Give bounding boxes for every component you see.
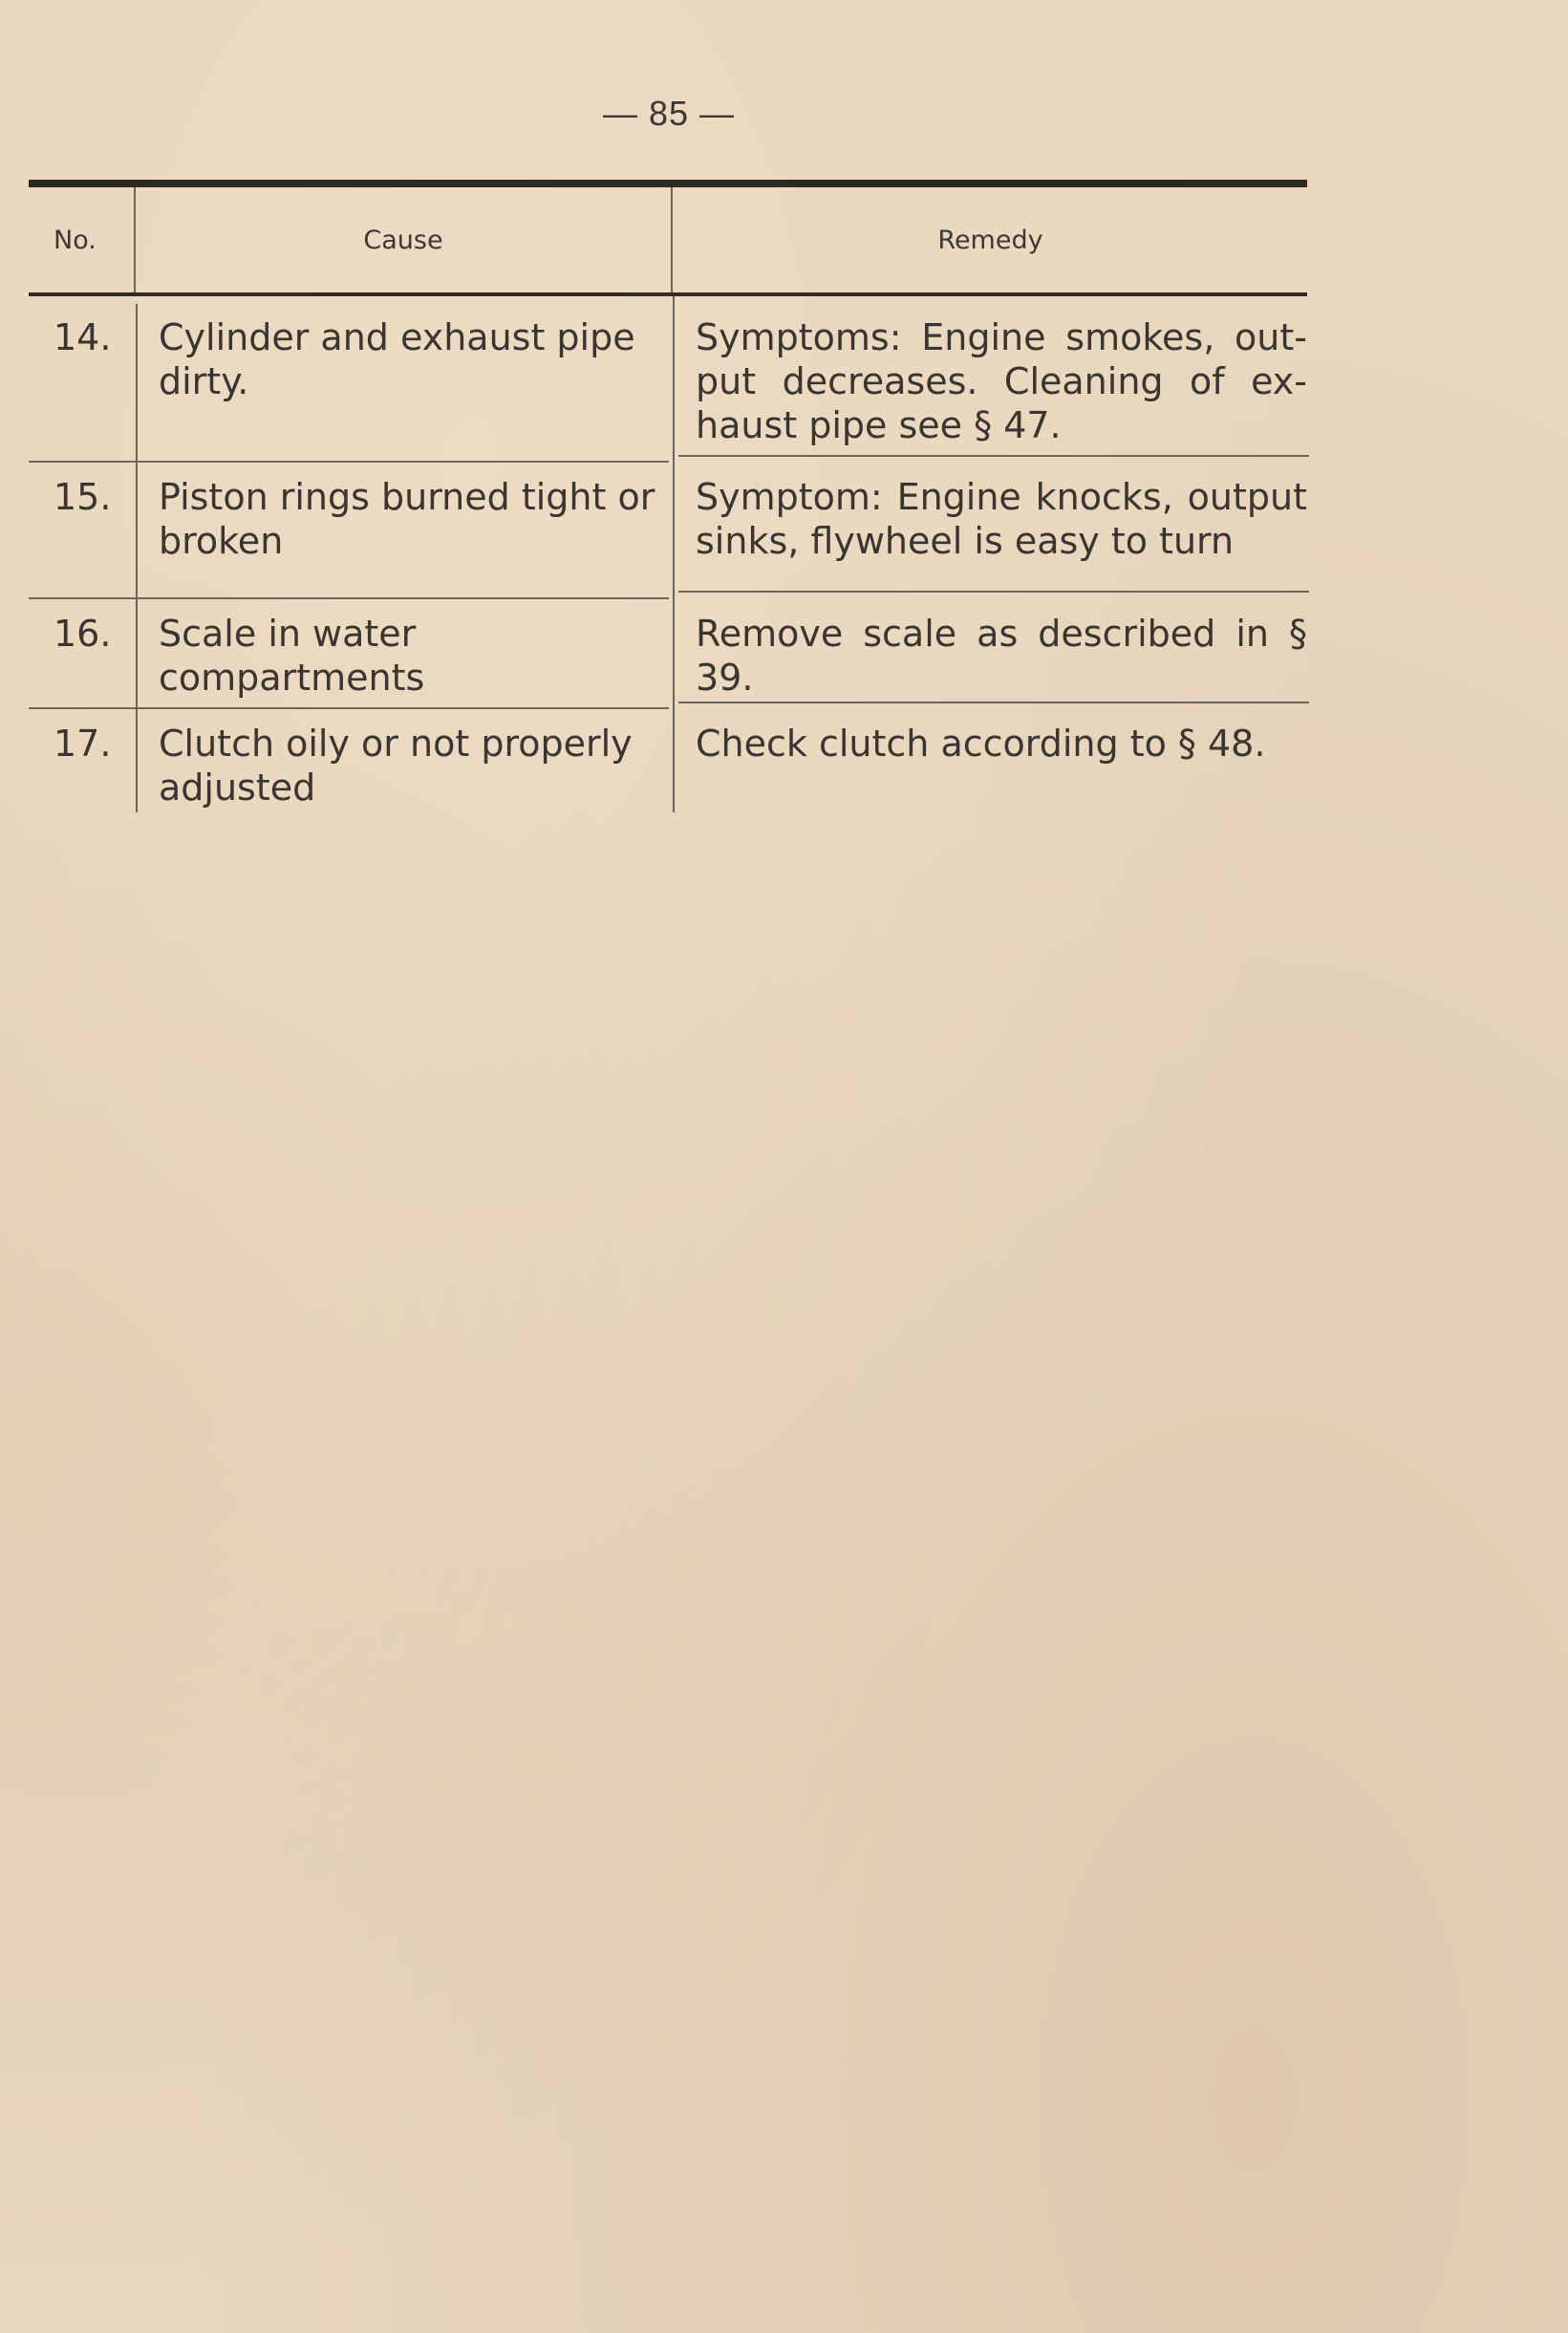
column-header-cause: Cause (363, 225, 443, 255)
column-header-no: No. (54, 225, 97, 255)
row-divider-14-left (29, 461, 669, 463)
header-divider-cause (671, 187, 673, 292)
row-16-remedy: Remove scale as described in § 39. (696, 613, 1307, 699)
page-number: — 85 — (602, 94, 736, 133)
row-15-number: 15. (54, 476, 112, 518)
row-divider-15-right (678, 591, 1309, 593)
row-divider-15-left (29, 597, 669, 599)
row-16-number: 16. (54, 613, 112, 655)
row-15-cause: Piston rings burned tight or broken (159, 476, 655, 562)
row-14-cause: Cylinder and exhaust pipe dirty. (159, 316, 635, 402)
row-16-cause: Scale in water compartments (159, 613, 425, 699)
row-17-cause: Clutch oily or not properly adjusted (159, 723, 633, 809)
table-top-rule (29, 180, 1307, 187)
row-17-number: 17. (54, 723, 112, 765)
column-header-remedy: Remedy (937, 225, 1043, 255)
body-divider-no (136, 304, 138, 812)
row-divider-14-right (678, 455, 1309, 457)
row-17-remedy: Check clutch according to § 48. (696, 723, 1266, 765)
table-header-rule (29, 292, 1307, 296)
row-15-remedy: Symptom: Engine knocks, output sinks, flywheel is easy to turn (696, 476, 1307, 562)
row-divider-16-left (29, 707, 669, 709)
row-14-remedy: Symptoms: Engine smokes, out-put decreases. Cleaning of ex-haust pipe see § 47. (696, 316, 1307, 446)
body-divider-cause (673, 296, 675, 812)
row-divider-16-right (678, 702, 1309, 703)
row-14-number: 14. (54, 316, 112, 358)
